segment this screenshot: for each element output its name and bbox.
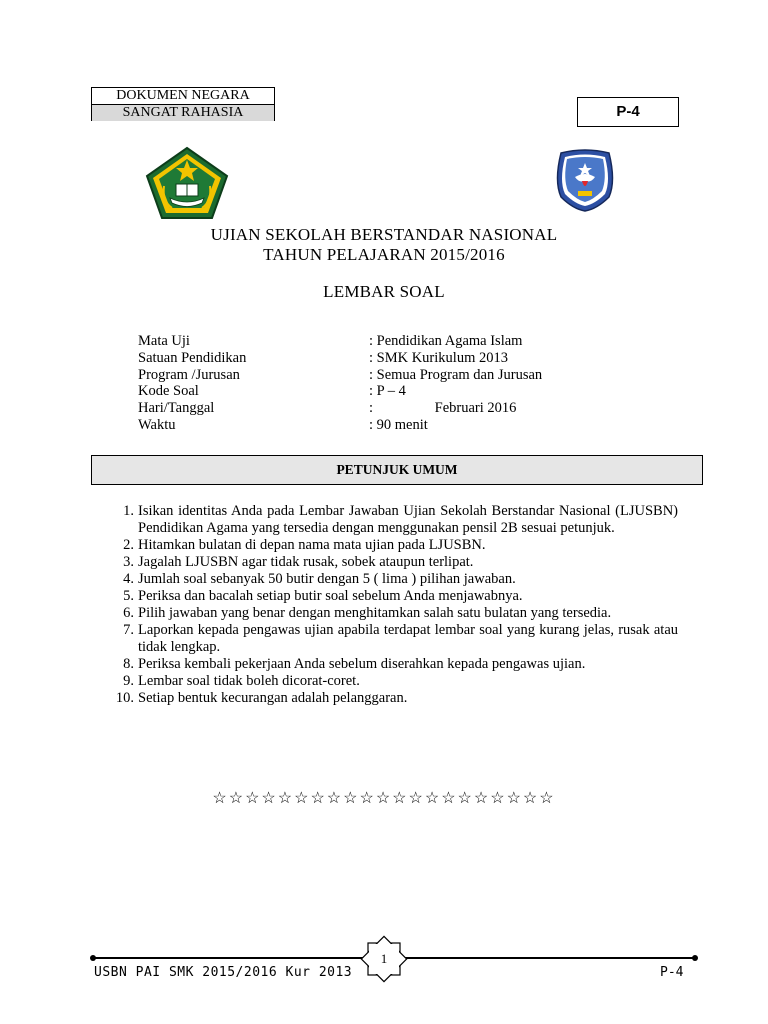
star-divider: ☆☆☆☆☆☆☆☆☆☆☆☆☆☆☆☆☆☆☆☆☆ [212, 790, 556, 807]
item-number: 10. [115, 690, 134, 706]
sheet-title: LEMBAR SOAL [323, 282, 445, 301]
academic-year: TAHUN PELAJARAN 2015/2016 [263, 245, 505, 264]
list-item [104, 656, 678, 673]
doc-label-negara: DOKUMEN NEGARA [92, 88, 274, 105]
info-row-code [138, 383, 608, 400]
item-text: Laporkan kepada pengawas ujian apabila terdapat lembar soal yang kurang jelas, rusak atau tidak lengkap. [138, 622, 678, 655]
item-text: Jagalah LJUSBN agar tidak rusak, sobek ataupun terlipat. [138, 554, 474, 570]
instructions-heading: PETUNJUK UMUM [91, 455, 703, 485]
item-number: 3. [123, 554, 134, 570]
item-text: Lembar soal tidak boleh dicorat-coret. [138, 673, 360, 689]
kementerian-agama-logo [144, 146, 230, 220]
info-row-program [138, 367, 608, 384]
item-number: 1. [123, 503, 134, 519]
package-code-box: P-4 [577, 97, 679, 127]
info-value: : Pendidikan Agama Islam [369, 333, 523, 349]
page-number: 1 [380, 951, 388, 966]
item-text: Setiap bentuk kecurangan adalah pelanggaran. [138, 690, 408, 706]
info-row-date [138, 400, 608, 417]
item-text: Hitamkan bulatan di depan nama mata ujian pada LJUSBN. [138, 537, 486, 553]
info-row-subject [138, 333, 608, 350]
item-number: 9. [123, 673, 134, 689]
tut-wuri-handayani-logo [553, 147, 617, 213]
info-value: : Februari 2016 [369, 400, 517, 417]
info-value: : SMK Kurikulum 2013 [369, 349, 508, 366]
list-item [104, 554, 678, 571]
exam-info [138, 333, 608, 434]
list-item [104, 588, 678, 605]
exam-title: UJIAN SEKOLAH BERSTANDAR NASIONAL [210, 225, 558, 244]
info-label: Kode Soal [138, 383, 199, 400]
info-row-time [138, 417, 608, 434]
item-number: 8. [123, 656, 134, 672]
info-value: : Semua Program dan Jurusan [369, 366, 543, 383]
item-text: Pilih jawaban yang benar dengan menghitamkan salah satu bulatan yang tersedia. [138, 605, 612, 621]
list-item [104, 673, 678, 690]
item-number: 7. [123, 622, 134, 638]
item-number: 2. [123, 537, 134, 553]
footer-right-text: P-4 [660, 965, 684, 980]
doc-label-rahasia: SANGAT RAHASIA [92, 105, 274, 121]
list-item [104, 503, 678, 537]
info-label: Waktu [138, 416, 176, 433]
item-number: 6. [123, 605, 134, 621]
item-text: Isikan identitas Anda pada Lembar Jawaban Ujian Sekolah Berstandar Nasional (LJUSBN) Pendidikan Agama yang tersedia dengan menggunakan pensil 2B sesuai petunjuk. [138, 503, 678, 536]
info-label: Program /Jurusan [138, 366, 240, 383]
document-classification-box [91, 87, 275, 121]
list-item [104, 690, 678, 707]
info-row-unit [138, 350, 608, 367]
item-text: Periksa dan bacalah setiap butir soal sebelum Anda menjawabnya. [138, 588, 523, 604]
item-number: 5. [123, 588, 134, 604]
info-value: : P – 4 [369, 383, 406, 400]
info-label: Satuan Pendidikan [138, 349, 247, 366]
list-item [104, 537, 678, 554]
list-item [104, 605, 678, 622]
footer-left-text: USBN PAI SMK 2015/2016 Kur 2013 [94, 965, 353, 980]
info-value: : 90 menit [369, 416, 428, 433]
item-number: 4. [123, 571, 134, 587]
list-item [104, 571, 678, 588]
item-text: Jumlah soal sebanyak 50 butir dengan 5 ( lima ) pilihan jawaban. [138, 571, 516, 587]
instructions-list [104, 503, 678, 707]
info-label: Mata Uji [138, 333, 190, 349]
item-text: Periksa kembali pekerjaan Anda sebelum diserahkan kepada pengawas ujian. [138, 656, 586, 672]
list-item [104, 622, 678, 656]
info-label: Hari/Tanggal [138, 400, 215, 417]
